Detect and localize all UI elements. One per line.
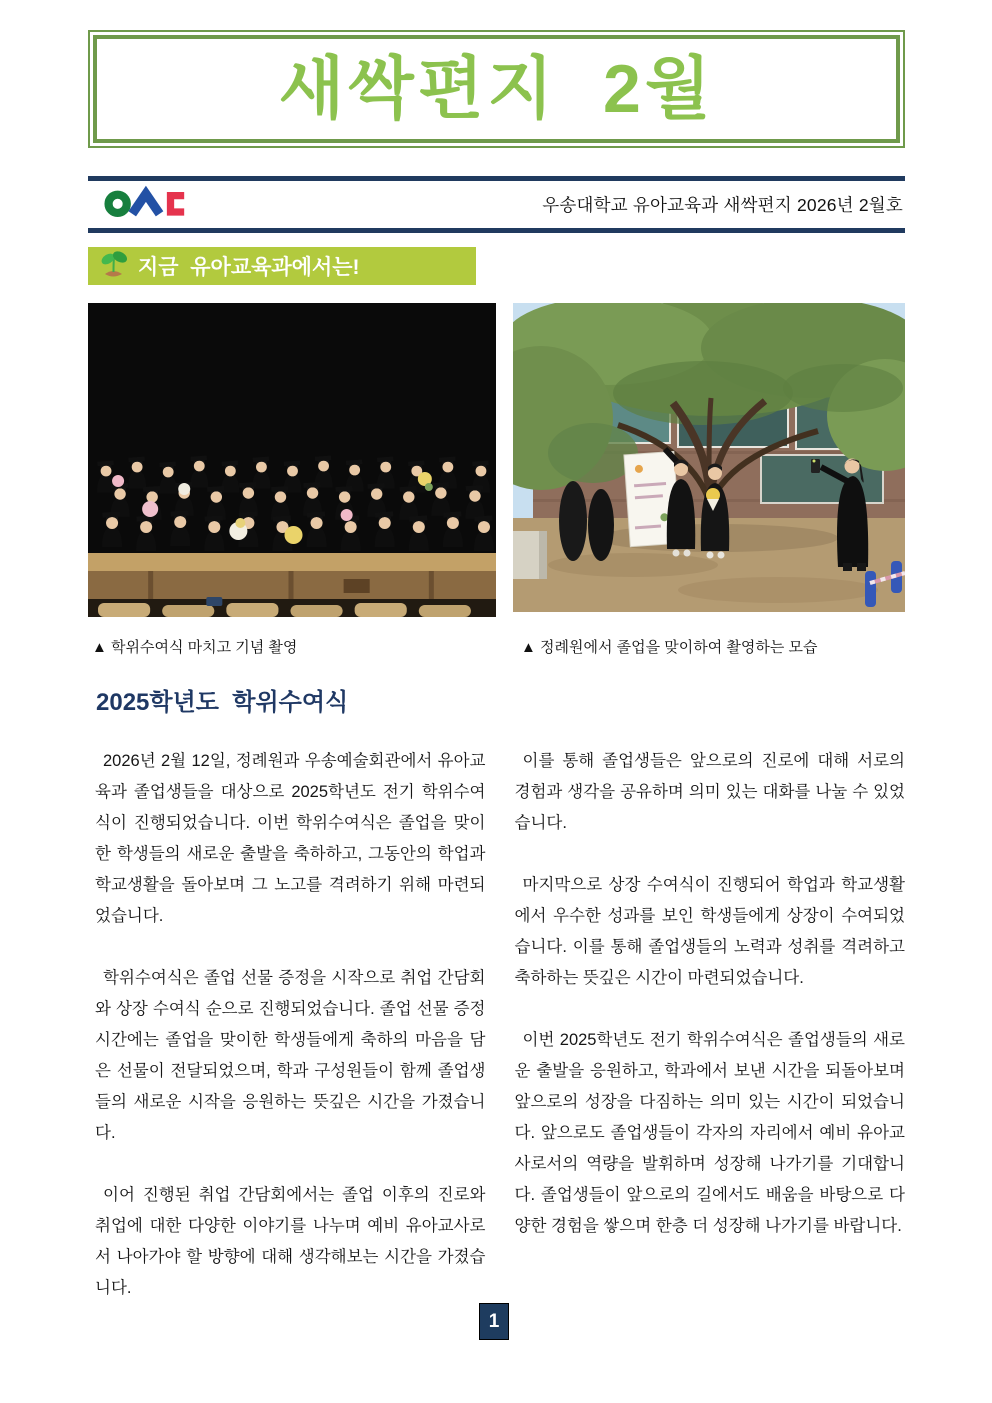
paragraph: 이어 진행된 취업 간담회에서는 졸업 이후의 진로와 취업에 대한 다양한 이야기를 나누며 예비 유아교사로서 나아가야 할 방향에 대해 생각해보는 시간을 가졌습니다. <box>95 1186 486 1297</box>
newsletter-title: 새싹편지 2월 <box>278 51 715 127</box>
section-banner <box>88 247 476 285</box>
auditorium-seats <box>88 597 496 617</box>
section-banner-label: 지금 유아교육과에서는! <box>138 256 360 279</box>
header-band <box>88 176 905 233</box>
header-row <box>88 181 905 228</box>
woosong-logo-icon <box>104 183 186 226</box>
paragraph: 이번 2025학년도 전기 학위수여식은 졸업생들의 새로운 출발을 응원하고, 학과에서 보낸 시간을 되돌아보며 앞으로의 성장을 다짐하는 의미 있는 시간이 되었습니다. 앞으로도 졸업생들이 각자의 자리에서 예비 유아교사로서의 역량을 발휘하며 성장해 나가기를 기대합니다. 졸업생들이 앞으로의 길에서도 배움을 바탕으로 다양한 경험을 쌓으며 한층 더 성장해 나가기를 바랍니다. <box>514 1031 905 1235</box>
concrete-block <box>513 531 547 579</box>
seedling-icon <box>100 250 128 283</box>
stage-floor <box>88 553 496 599</box>
article-body <box>95 746 905 1304</box>
article-title: 2025학년도 학위수여식 <box>96 689 349 716</box>
issue-line: 우송대학교 유아교육과 새싹편지 2026년 2월호 <box>542 195 903 215</box>
masthead-box-inner <box>93 35 900 143</box>
stage-photo-illustration <box>88 303 496 617</box>
outdoor-photo-illustration <box>513 303 905 612</box>
header-rule-bottom <box>88 228 905 233</box>
paragraph: 이를 통해 졸업생들은 앞으로의 진로에 대해 서로의 경험과 생각을 공유하며 의미 있는 대화를 나눌 수 있었습니다. <box>514 752 905 832</box>
paragraph: 2026년 2월 12일, 정례원과 우송예술회관에서 유아교육과 졸업생들을 대상으로 2025학년도 전기 학위수여식이 진행되었습니다. 이번 학위수여식은 졸업을 맞이한 학생들의 새로운 출발을 축하하고, 그동안의 학업과 학교생활을 돌아보며 그 노고를 격려하기 위해 마련되었습니다. <box>95 752 486 925</box>
article-column-right <box>515 746 906 1304</box>
caption-left-photo: ▲ 학위수여식 마치고 기념 촬영 <box>92 639 298 656</box>
paragraph: 학위수여식은 졸업 선물 증정을 시작으로 취업 간담회와 상장 수여식 순으로 진행되었습니다. 졸업 선물 증정 시간에는 졸업을 맞이한 학생들에게 축하의 마음을 담은 선물이 전달되었으며, 학과 구성원들이 함께 졸업생들의 새로운 시작을 응원하는 뜻깊은 시간을 가졌습니다. <box>95 969 486 1142</box>
page-number-badge: 1 <box>479 1303 509 1340</box>
caption-right-photo: ▲ 정례원에서 졸업을 맞이하여 촬영하는 모습 <box>521 639 818 656</box>
photo-graduation-stage <box>88 303 496 617</box>
article-column-left <box>95 746 486 1304</box>
photo-outdoor-tree <box>513 303 905 612</box>
paragraph: 마지막으로 상장 수여식이 진행되어 학업과 학교생활에서 우수한 성과를 보인 학생들에게 상장이 수여되었습니다. 이를 통해 졸업생들의 노력과 성취를 격려하고 축하하는 뜻깊은 시간이 마련되었습니다. <box>514 876 905 987</box>
masthead-box <box>88 30 905 148</box>
